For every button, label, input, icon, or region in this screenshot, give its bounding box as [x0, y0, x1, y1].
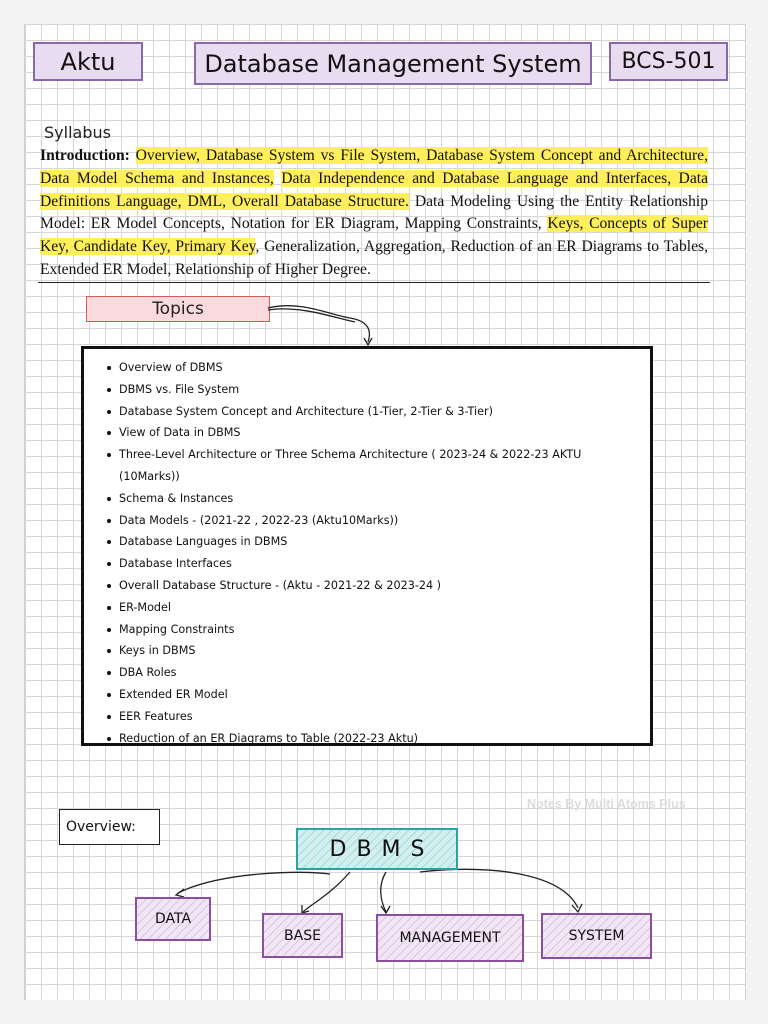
topic-item: Database Languages in DBMS	[119, 531, 597, 553]
syllabus-text-4: , Generalization, Aggregation, Reduction of an ER Diagrams to Tables, Extended ER Model, Relationship of Higher Degree.	[40, 238, 708, 278]
syllabus-divider	[38, 282, 710, 283]
topics-list	[84, 349, 650, 749]
part-system-box: SYSTEM	[541, 913, 652, 959]
part-management-box: MANAGEMENT	[376, 914, 524, 962]
syllabus-highlight-2: Data Independence and Database Language and Interfaces, Data Definitions Language, DML, Overall Database Structure.	[40, 169, 708, 210]
syllabus-highlight-3: Keys, Concepts of Super Key, Candidate Key, Primary Key	[40, 215, 708, 256]
topic-item: DBA Roles	[119, 662, 597, 684]
university-label: Aktu	[33, 42, 143, 81]
page-title: Database Management System	[194, 42, 592, 85]
topic-item: DBMS vs. File System	[119, 379, 597, 401]
course-code: BCS-501	[609, 42, 728, 81]
syllabus-intro-heading: Introduction:	[40, 147, 130, 164]
topic-item: Extended ER Model	[119, 684, 597, 706]
syllabus-label: Syllabus	[44, 123, 111, 142]
dbms-center-box: DBMS	[296, 828, 458, 870]
syllabus-highlight-1: Overview, Database System vs File System, Database System Concept and Architecture, Data Model Schema and Instances,	[40, 147, 708, 187]
syllabus-plain-1: Data Modeling Using the Entity Relationship Model: ER Model Concepts, Notation for ER Diagram, Mapping Constraints,	[40, 192, 708, 233]
topic-item: Reduction of an ER Diagrams to Table (2022-23 Aktu)	[119, 728, 597, 750]
topic-item: Database System Concept and Architecture (1-Tier, 2-Tier & 3-Tier)	[119, 401, 597, 423]
topic-item: Database Interfaces	[119, 553, 597, 575]
topics-list-panel	[81, 346, 653, 746]
part-base-box: BASE	[262, 913, 343, 958]
overview-label: Overview:	[59, 809, 160, 845]
topic-item: ER-Model	[119, 597, 597, 619]
topic-item: Mapping Constraints	[119, 619, 597, 641]
topic-item: Overall Database Structure - (Aktu - 2021-22 & 2023-24 )	[119, 575, 597, 597]
part-data-box: DATA	[135, 897, 211, 941]
topic-item: Overview of DBMS	[119, 357, 597, 379]
topic-item: Keys in DBMS	[119, 640, 597, 662]
topic-item: Three-Level Architecture or Three Schema Architecture ( 2023-24 & 2022-23 AKTU (10Marks))	[119, 444, 597, 488]
topics-heading: Topics	[86, 296, 270, 322]
topic-item: Data Models - (2021-22 , 2022-23 (Aktu10Marks))	[119, 510, 597, 532]
topic-item: View of Data in DBMS	[119, 422, 597, 444]
syllabus-text	[40, 145, 708, 282]
topic-item: EER Features	[119, 706, 597, 728]
topic-item: Schema & Instances	[119, 488, 597, 510]
watermark: Notes By Multi Atoms Plus	[527, 797, 686, 811]
